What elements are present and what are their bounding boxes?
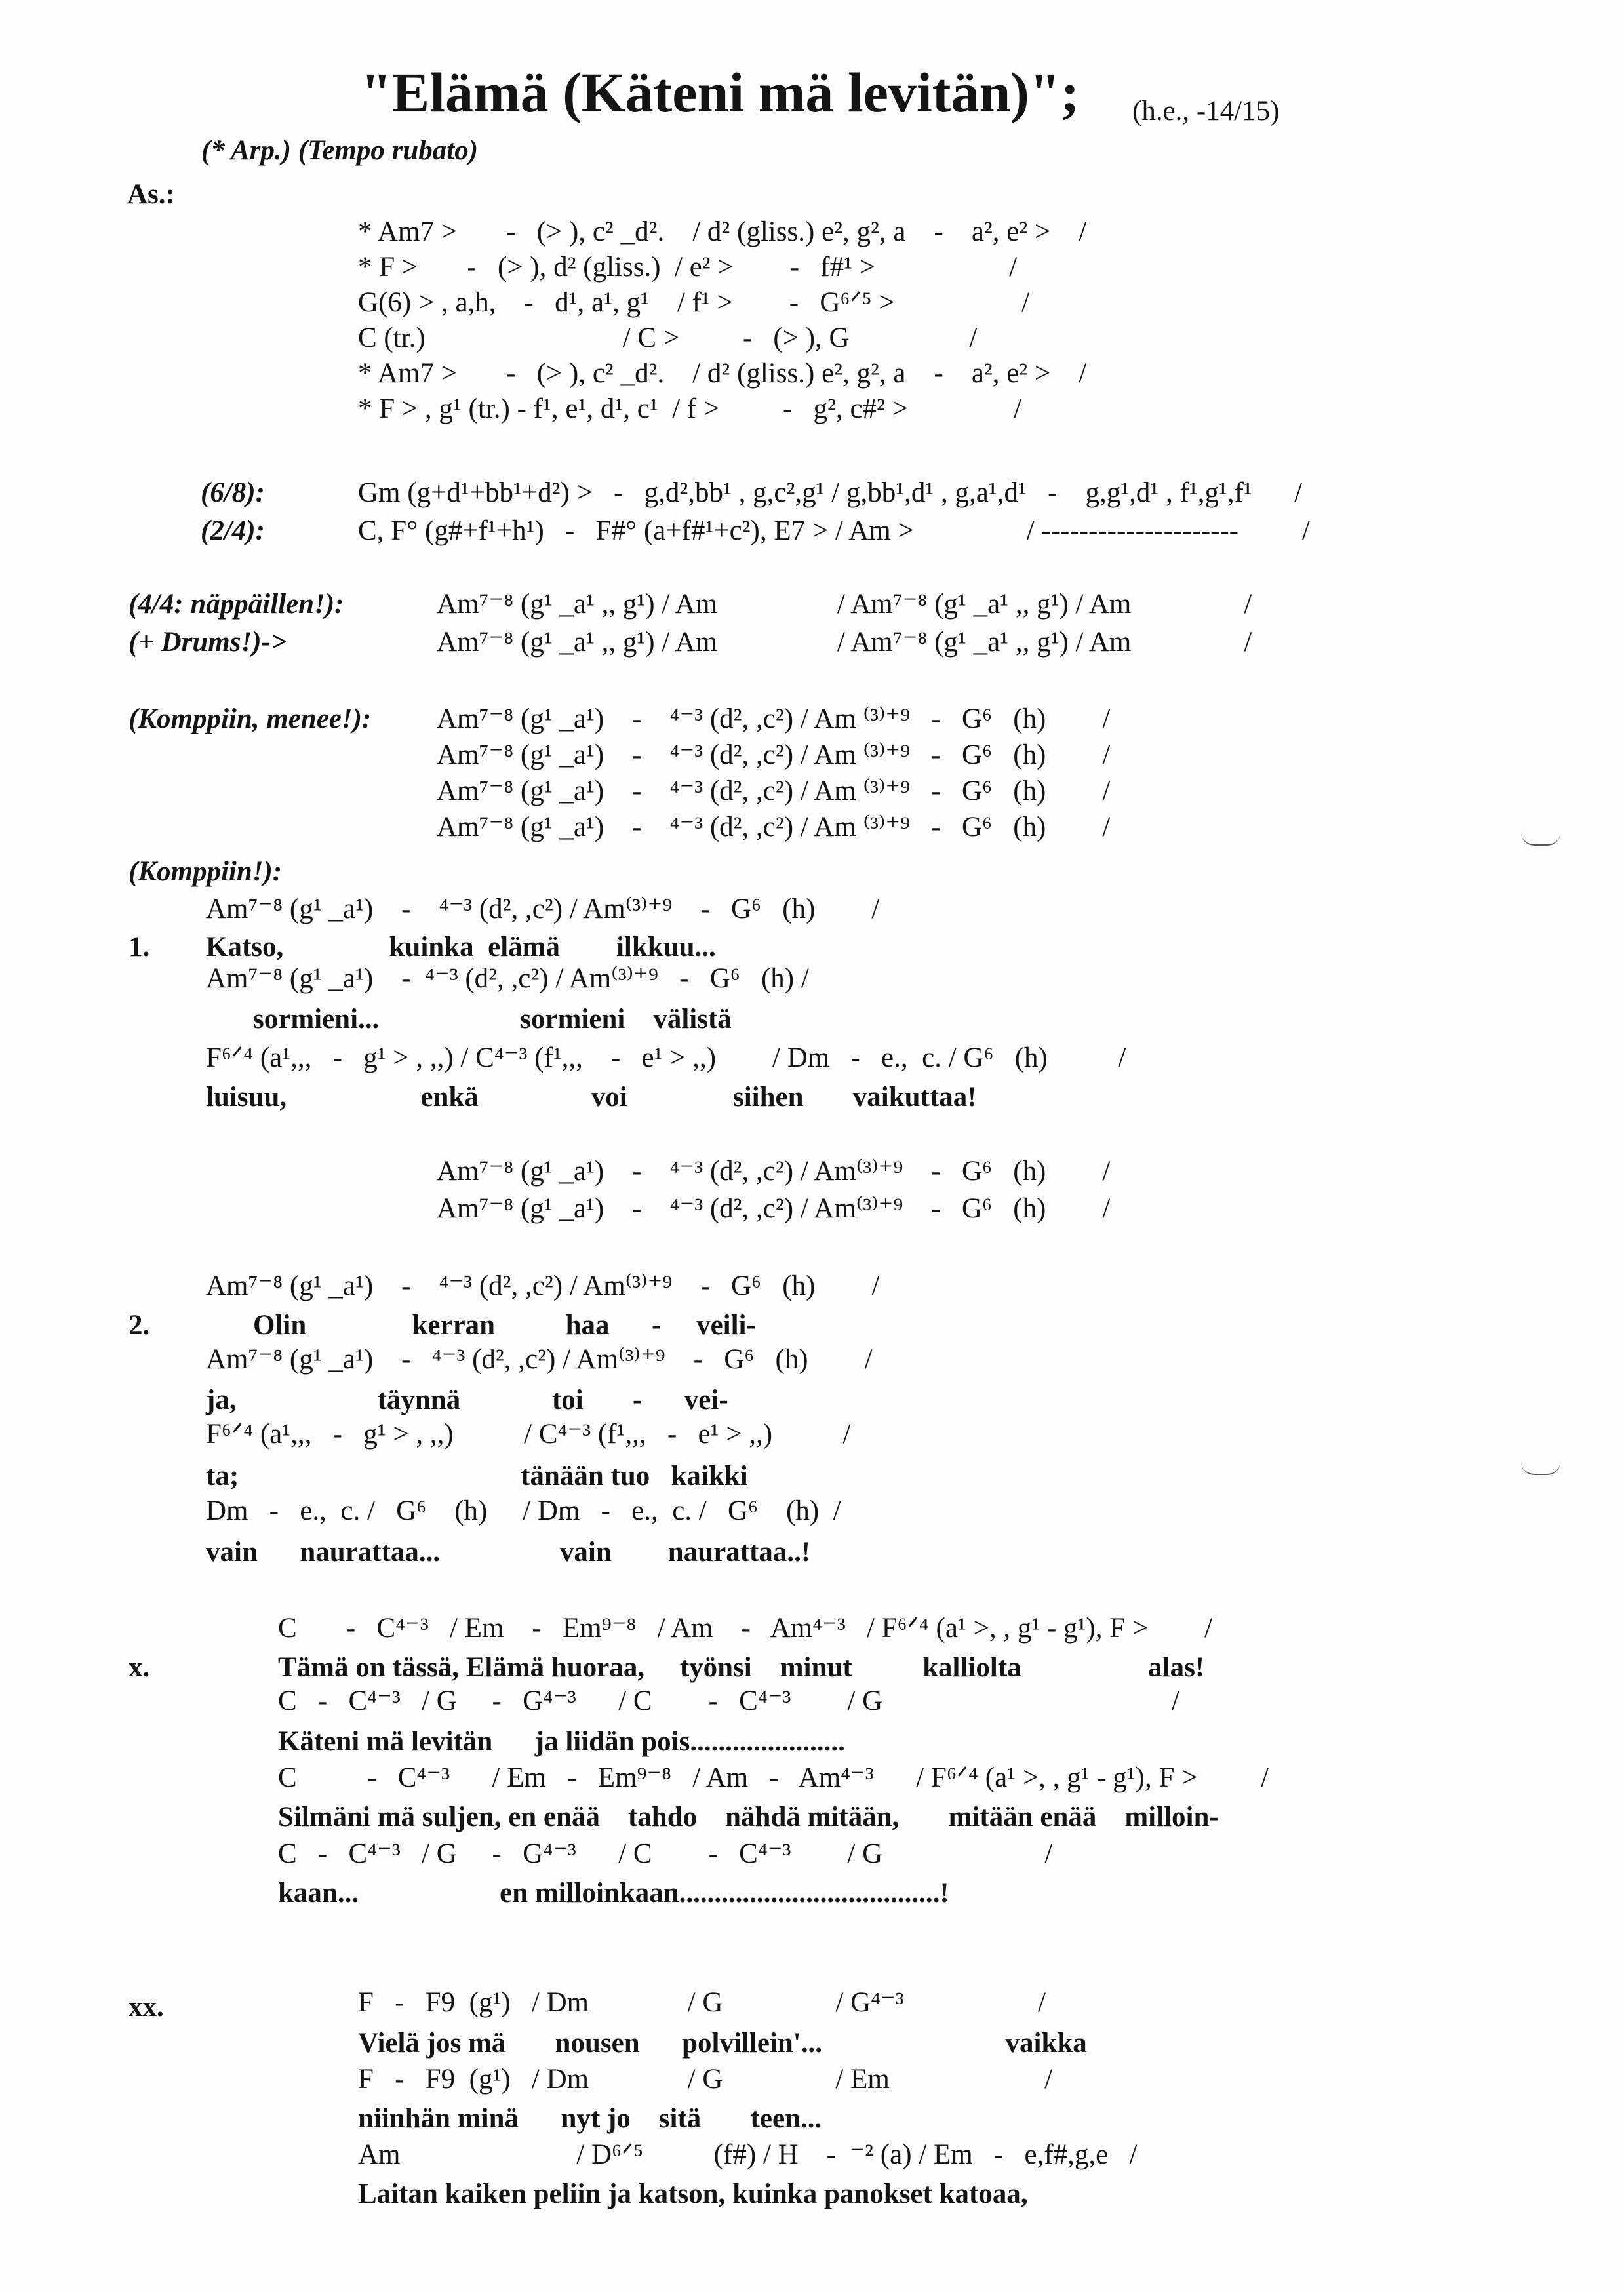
meter-chords: Gm (g+d¹+bb¹+d²) > - g,d²,bb¹ , g,c²,g¹ / g,bb¹,d¹ , g,a¹,d¹ - g,g¹,d¹ , f¹,g¹,f¹ / xyxy=(358,477,1303,508)
chord-line: Am⁷⁻⁸ (g¹ _a¹) - ⁴⁻³ (d², ,c²) / Am⁽³⁾⁺⁹ - G⁶ (h) / xyxy=(206,1344,873,1375)
komppiin-line: Am⁷⁻⁸ (g¹ _a¹) - ⁴⁻³ (d², ,c²) / Am ⁽³⁾⁺⁹ - G⁶ (h) / xyxy=(437,776,1111,806)
intro-line: * Am7 > - (> ), c² _d². / d² (gliss.) e², g², a - a², e² > / xyxy=(358,358,1087,389)
subtitle: (* Arp.) (Tempo rubato) xyxy=(201,135,479,166)
intro-line: G(6) > , a,h, - d¹, a¹, g¹ / f¹ > - G⁶ᐟ⁵ > / xyxy=(358,287,1030,318)
drums-chords: Am⁷⁻⁸ (g¹ _a¹ ,, g¹) / Am / Am⁷⁻⁸ (g¹ _a¹ ,, g¹) / Am / xyxy=(437,627,1252,658)
komppiin2-label: (Komppiin!): xyxy=(129,856,283,887)
komppiin-line: Am⁷⁻⁸ (g¹ _a¹) - ⁴⁻³ (d², ,c²) / Am ⁽³⁾⁺⁹ - G⁶ (h) / xyxy=(437,703,1111,734)
chord-line: F - F9 (g¹) / Dm / G / G⁴⁻³ / xyxy=(358,1987,1046,2018)
lyric-line: niinhän minä nyt jo sitä teen... xyxy=(358,2103,822,2134)
chord-line: F⁶ᐟ⁴ (a¹,,, - g¹ > , ,,) / C⁴⁻³ (f¹,,, - e¹ > ,,) / xyxy=(206,1419,851,1450)
lyric-line: Käteni mä levitän ja liidän pois...................... xyxy=(278,1726,845,1757)
chord-line: C - C⁴⁻³ / Em - Em⁹⁻⁸ / Am - Am⁴⁻³ / F⁶ᐟ⁴ (a¹ >, , g¹ - g¹), F > / xyxy=(278,1762,1269,1793)
intro-line: C (tr.) / C > - (> ), G / xyxy=(358,323,978,353)
chord-line: Dm - e., c. / G⁶ (h) / Dm - e., c. / G⁶ (h) / xyxy=(206,1495,841,1526)
margin-mark xyxy=(1521,833,1560,846)
chord-line: C - C⁴⁻³ / Em - Em⁹⁻⁸ / Am - Am⁴⁻³ / F⁶ᐟ⁴ (a¹ >, , g¹ - g¹), F > / xyxy=(278,1613,1213,1644)
lyric-line: ja, täynnä toi - vei- xyxy=(206,1385,728,1415)
intro-line: * F > , g¹ (tr.) - f¹, e¹, d¹, c¹ / f > - g², c#² > / xyxy=(358,393,1022,424)
lyric-line: Vielä jos mä nousen polvillein'... vaikka xyxy=(358,2028,1087,2059)
chord-line: Am⁷⁻⁸ (g¹ _a¹) - ⁴⁻³ (d², ,c²) / Am⁽³⁾⁺⁹ - G⁶ (h) / xyxy=(206,963,809,994)
lyric-line: Laitan kaiken peliin ja katson, kuinka panokset katoaa, xyxy=(358,2179,1028,2209)
meter-label: (6/8): xyxy=(201,477,265,508)
mid-line: Am⁷⁻⁸ (g¹ _a¹) - ⁴⁻³ (d², ,c²) / Am⁽³⁾⁺⁹ - G⁶ (h) / xyxy=(437,1156,1111,1187)
bridge-number: xx. xyxy=(129,1992,164,2023)
intro-line: * F > - (> ), d² (gliss.) / e² > - f#¹ > / xyxy=(358,252,1018,283)
nappaillen-chords: Am⁷⁻⁸ (g¹ _a¹ ,, g¹) / Am / Am⁷⁻⁸ (g¹ _a¹ ,, g¹) / Am / xyxy=(437,589,1252,620)
lyric-line: kaan... en milloinkaan.....................................! xyxy=(278,1878,949,1908)
chord-line: F - F9 (g¹) / Dm / G / Em / xyxy=(358,2064,1053,2095)
komppiin-label: (Komppiin, menee!): xyxy=(129,703,372,734)
lyric-line: vain naurattaa... vain naurattaa..! xyxy=(206,1537,811,1568)
meter-label: (2/4): xyxy=(201,515,265,546)
chord-line: F⁶ᐟ⁴ (a¹,,, - g¹ > , ,,) / C⁴⁻³ (f¹,,, - e¹ > ,,) / Dm - e., c. / G⁶ (h) / xyxy=(206,1042,1126,1073)
drums-label: (+ Drums!)-> xyxy=(129,627,287,658)
komppiin-line: Am⁷⁻⁸ (g¹ _a¹) - ⁴⁻³ (d², ,c²) / Am ⁽³⁾⁺⁹ - G⁶ (h) / xyxy=(437,812,1111,842)
chord-line: Am⁷⁻⁸ (g¹ _a¹) - ⁴⁻³ (d², ,c²) / Am⁽³⁾⁺⁹ - G⁶ (h) / xyxy=(206,1271,880,1301)
mid-line: Am⁷⁻⁸ (g¹ _a¹) - ⁴⁻³ (d², ,c²) / Am⁽³⁾⁺⁹ - G⁶ (h) / xyxy=(437,1193,1111,1224)
lyric-line: Tämä on tässä, Elämä huoraa, työnsi minut kalliolta alas! xyxy=(278,1652,1205,1683)
lyric-line: Olin kerran haa - veili- xyxy=(253,1310,756,1341)
nappaillen-label: (4/4: näppäillen!): xyxy=(129,589,344,620)
chorus-number: x. xyxy=(129,1652,150,1683)
as-label: As.: xyxy=(127,179,175,210)
verse2-number: 2. xyxy=(129,1310,150,1341)
meter-chords: C, F° (g#+f¹+h¹) - F#° (a+f#¹+c²), E7 > / Am > / --------------------- / xyxy=(358,515,1310,546)
chord-line: Am / D⁶ᐟ⁵ (f#) / H - ⁻² (a) / Em - e,f#,g,e / xyxy=(358,2139,1138,2170)
komppiin-line: Am⁷⁻⁸ (g¹ _a¹) - ⁴⁻³ (d², ,c²) / Am ⁽³⁾⁺⁹ - G⁶ (h) / xyxy=(437,740,1111,770)
lyric-line: ta; tänään tuo kaikki xyxy=(206,1461,748,1492)
lyric-line: Katso, kuinka elämä ilkkuu... xyxy=(206,932,716,962)
margin-mark xyxy=(1521,1462,1560,1475)
chord-line: Am⁷⁻⁸ (g¹ _a¹) - ⁴⁻³ (d², ,c²) / Am⁽³⁾⁺⁹ - G⁶ (h) / xyxy=(206,894,880,924)
chord-line: C - C⁴⁻³ / G - G⁴⁻³ / C - C⁴⁻³ / G / xyxy=(278,1838,1053,1869)
lyric-line: luisuu, enkä voi siihen vaikuttaa! xyxy=(206,1082,977,1113)
lyric-line: sormieni... sormieni välistä xyxy=(253,1004,732,1035)
intro-line: * Am7 > - (> ), c² _d². / d² (gliss.) e², g², a - a², e² > / xyxy=(358,216,1087,247)
lyric-line: Silmäni mä suljen, en enää tahdo nähdä mitään, mitään enää milloin- xyxy=(278,1802,1219,1832)
title-note: (h.e., -14/15) xyxy=(1132,96,1280,127)
chord-line: C - C⁴⁻³ / G - G⁴⁻³ / C - C⁴⁻³ / G / xyxy=(278,1686,1179,1716)
song-title: "Elämä (Käteni mä levitän)"; xyxy=(361,61,1080,124)
verse1-number: 1. xyxy=(129,932,150,962)
